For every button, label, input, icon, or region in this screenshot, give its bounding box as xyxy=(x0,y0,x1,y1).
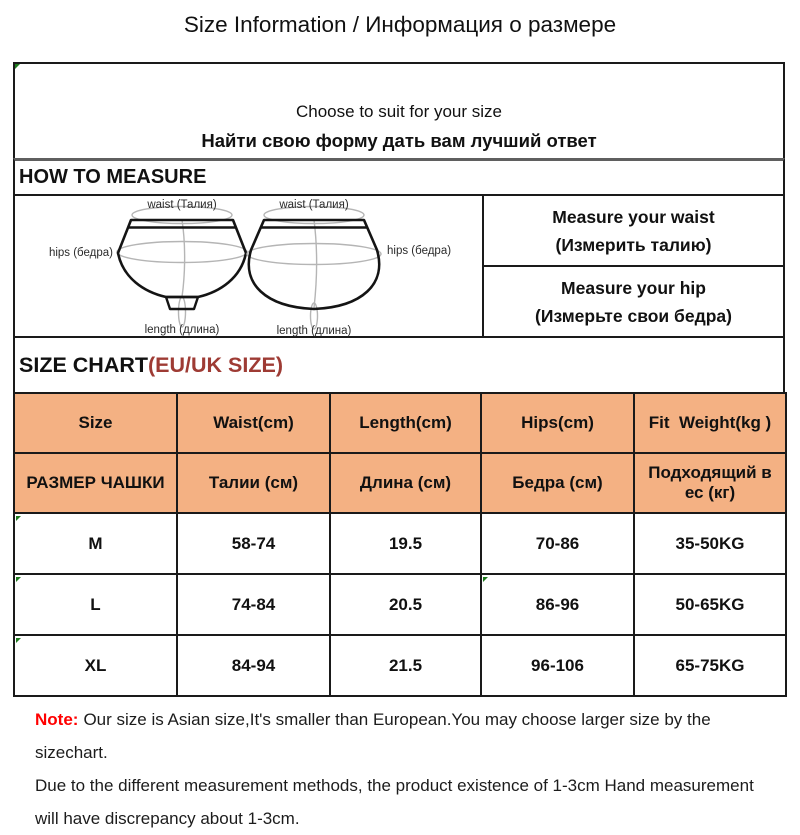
panty-diagram-area xyxy=(15,196,482,336)
col-header-weight: Fit Weight(kg ) xyxy=(634,393,786,453)
table-row xyxy=(14,574,786,635)
cell-corner-mark-icon xyxy=(16,516,21,521)
cell-corner-mark-icon xyxy=(16,577,21,582)
size-l-waist: 74-84 xyxy=(177,574,330,635)
table-row xyxy=(14,635,786,696)
col-header-hips: Hips(cm) xyxy=(481,393,634,453)
intro-section xyxy=(13,62,785,158)
size-l: L xyxy=(14,574,177,635)
measure-hip-ru: (Измерьте свои бедра) xyxy=(535,305,732,326)
size-chart-heading-black: SIZE CHART xyxy=(19,352,148,377)
size-m-length: 19.5 xyxy=(330,513,481,574)
size-xl-hips: 96-106 xyxy=(481,635,634,696)
size-xl-weight: 65-75KG xyxy=(634,635,786,696)
table-header-row-en xyxy=(14,393,786,453)
note-block xyxy=(35,703,787,835)
col-header-length: Length(cm) xyxy=(330,393,481,453)
size-chart-heading-red: (EU/UK SIZE) xyxy=(148,352,283,377)
col-header-weight-ru: Подходящий в ес (кг) xyxy=(634,453,786,513)
hips-label-front: hips (бедра) xyxy=(48,247,113,259)
col-header-size: Size xyxy=(14,393,177,453)
size-xl-length: 21.5 xyxy=(330,635,481,696)
note-label: Note: xyxy=(35,710,79,729)
page-title: Size Information / Информация о размере xyxy=(183,12,617,37)
cell-corner-mark-icon xyxy=(15,64,20,69)
size-xl: XL xyxy=(14,635,177,696)
note-line-1-text: Our size is Asian size,It's smaller than European.You may choose larger size by the sizechart. xyxy=(35,710,711,762)
col-header-waist: Waist(cm) xyxy=(177,393,330,453)
cell-corner-mark-icon xyxy=(483,577,488,582)
note-line-2: Due to the different measurement methods, the product existence of 1-3cm Hand measurement xyxy=(35,776,754,795)
waist-label-front: waist (Талия) xyxy=(147,199,217,211)
measure-waist-ru: (Измерить талию) xyxy=(555,234,712,255)
size-m-weight: 35-50KG xyxy=(634,513,786,574)
size-l-weight: 50-65KG xyxy=(634,574,786,635)
size-m-hips: 70-86 xyxy=(481,513,634,574)
size-m: M xyxy=(14,513,177,574)
table-header-row-ru xyxy=(14,453,786,513)
measure-waist-cell xyxy=(484,196,783,267)
panty-front-diagram xyxy=(117,207,247,328)
measure-hip-cell xyxy=(484,267,783,336)
size-l-length: 20.5 xyxy=(330,574,481,635)
table-row xyxy=(14,513,786,574)
size-l-hips: 86-96 xyxy=(481,574,634,635)
measure-instructions xyxy=(482,196,783,336)
measure-section xyxy=(13,196,785,338)
measure-hip-en: Measure your hip xyxy=(561,277,706,298)
how-to-measure-heading: HOW TO MEASURE xyxy=(13,158,785,196)
size-chart-heading xyxy=(13,338,785,392)
length-label-back: length (длина) xyxy=(276,325,352,337)
intro-line-en: Choose to suit for your size xyxy=(296,102,502,121)
measure-waist-en: Measure your waist xyxy=(552,206,715,227)
col-header-waist-ru: Талии (см) xyxy=(177,453,330,513)
col-header-size-ru: РАЗМЕР ЧАШКИ xyxy=(14,453,177,513)
panty-back-diagram xyxy=(247,207,381,330)
hips-label-back: hips (бедра) xyxy=(387,245,452,257)
intro-line-ru: Найти свою форму дать вам лучший ответ xyxy=(201,130,597,151)
length-label-front: length (длина) xyxy=(144,324,220,336)
col-header-length-ru: Длина (см) xyxy=(330,453,481,513)
col-header-hips-ru: Бедра (см) xyxy=(481,453,634,513)
panty-measure-diagram xyxy=(15,196,482,336)
size-chart-table xyxy=(13,392,787,697)
waist-label-back: waist (Талия) xyxy=(279,199,349,211)
note-line-1 xyxy=(35,703,787,769)
size-m-waist: 58-74 xyxy=(177,513,330,574)
note-line-3: will have discrepancy about 1-3cm. xyxy=(35,809,300,828)
cell-corner-mark-icon xyxy=(16,638,21,643)
size-xl-waist: 84-94 xyxy=(177,635,330,696)
